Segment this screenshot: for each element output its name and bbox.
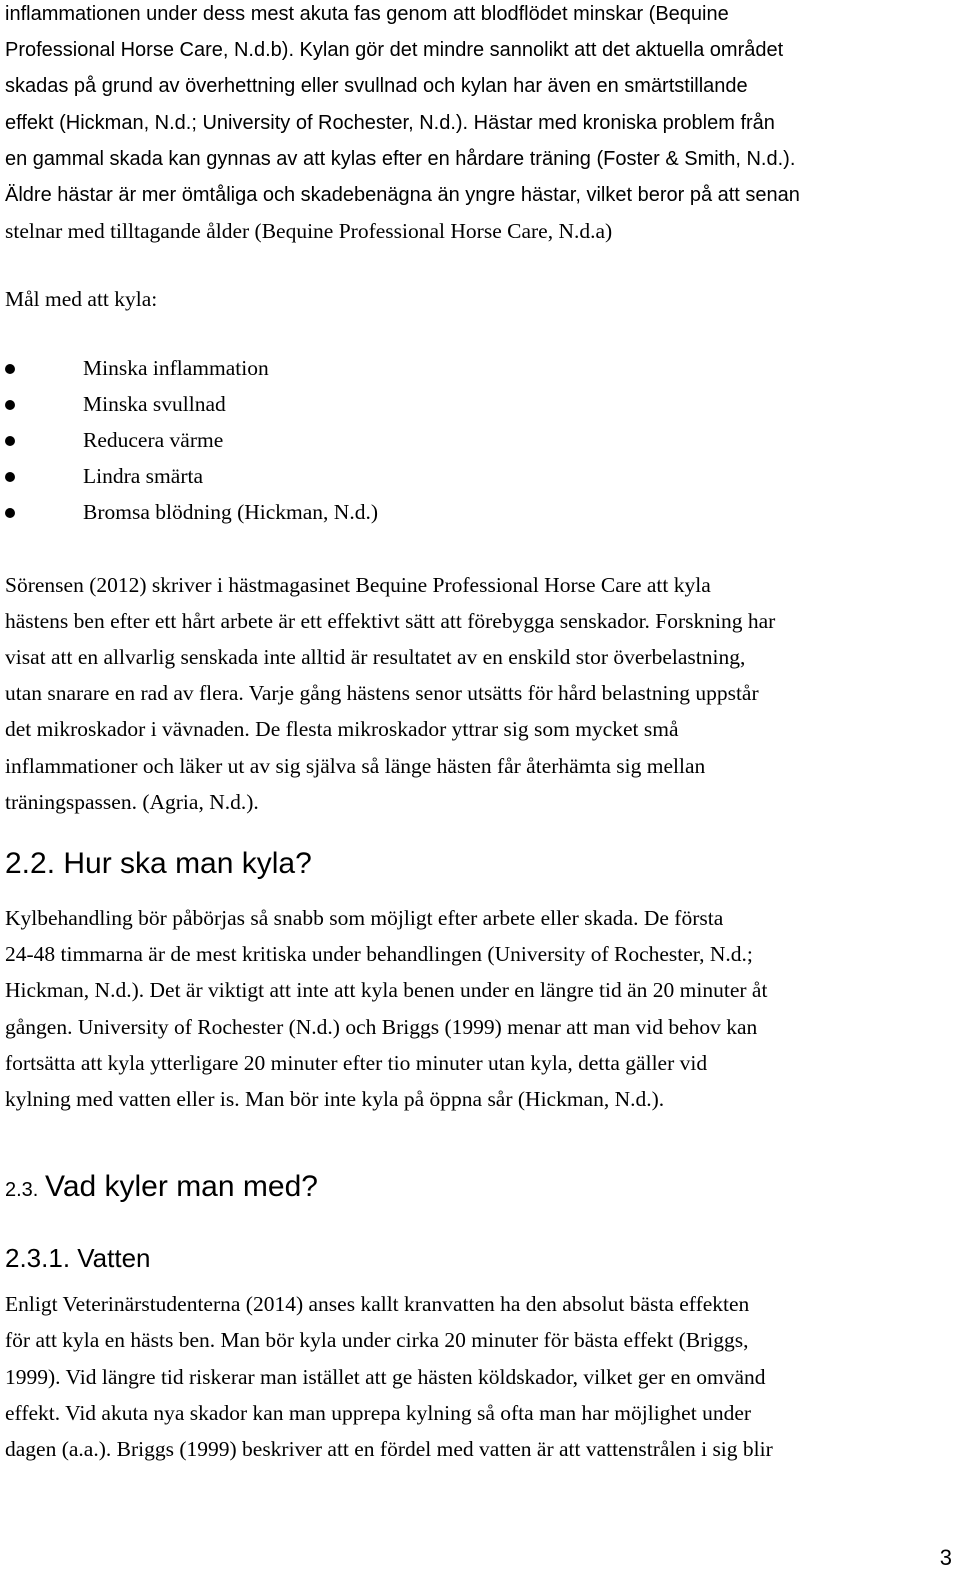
text-line: Kylbehandling bör påbörjas så snabb som möjligt efter arbete eller skada. De första — [5, 906, 724, 931]
text-line: träningspassen. (Agria, N.d.). — [5, 789, 259, 814]
text-line: 1999). Vid längre tid riskerar man istället att ge hästen köldskador, vilket ger en omvänd — [5, 1364, 766, 1389]
text-line: inflammationer och läker ut av sig själva så länge hästen får återhämta sig mellan — [5, 753, 706, 778]
text-line: för att kyla en hästs ben. Man bör kyla under cirka 20 minuter för bästa effekt (Briggs, — [5, 1328, 749, 1353]
text-line: dagen (a.a.). Briggs (1999) beskriver att en fördel med vatten är att vattenstrålen i sig blir — [5, 1437, 773, 1462]
text-line: Sörensen (2012) skriver i hästmagasinet Bequine Professional Horse Care att kyla — [5, 572, 711, 597]
intro-paragraph — [5, 0, 955, 249]
text-line: fortsätta att kyla ytterligare 20 minuter efter tio minuter utan kyla, detta gäller vid — [5, 1050, 708, 1075]
text-line: det mikroskador i vävnaden. De flesta mikroskador yttrar sig som mycket små — [5, 717, 679, 742]
section-2-3-1-paragraph — [5, 1286, 955, 1467]
list-item — [5, 422, 955, 458]
section-heading-2-3-1: 2.3.1. Vatten — [5, 1243, 151, 1274]
text-line: skadas på grund av överhettning eller svullnad och kylan har även en smärtstillande — [5, 75, 748, 98]
text-line: gången. University of Rochester (N.d.) och Briggs (1999) menar att man vid behov kan — [5, 1014, 758, 1039]
text-line: Hickman, N.d.). Det är viktigt att inte att kyla benen under en längre tid än 20 minuter åt — [5, 978, 768, 1003]
section-title: Vad kyler man med? — [45, 1170, 318, 1204]
bullet-icon — [5, 436, 15, 446]
text-line: en gammal skada kan gynnas av att kylas efter en hårdare träning (Foster & Smith, N.d.). — [5, 147, 796, 170]
text-line: Enligt Veterinärstudenterna (2014) anses kallt kranvatten ha den absolut bästa effekten — [5, 1292, 750, 1317]
list-item-text: Lindra smärta — [83, 464, 203, 489]
section-heading-2-2: 2.2. Hur ska man kyla? — [5, 847, 312, 881]
section-heading-2-3 — [5, 1167, 955, 1210]
section-number: 2.3. — [5, 1179, 39, 1202]
bullet-icon — [5, 364, 15, 374]
bullet-icon — [5, 472, 15, 482]
list-item-text: Minska svullnad — [83, 391, 226, 416]
goals-list — [5, 350, 955, 531]
text-line: Äldre hästar är mer ömtåliga och skadebenägna än yngre hästar, vilket beror på att senan — [5, 184, 800, 207]
list-item-text: Bromsa blödning (Hickman, N.d.) — [83, 500, 378, 525]
document-page — [5, 0, 955, 1467]
bullet-icon — [5, 508, 15, 518]
text-line: visat att en allvarlig senskada inte alltid är resultatet av en enskild stor överbelastning, — [5, 645, 746, 670]
text-line: Professional Horse Care, N.d.b). Kylan gör det mindre sannolikt att det aktuella området — [5, 39, 784, 62]
text-line: effekt (Hickman, N.d.; University of Rochester, N.d.). Hästar med kroniska problem från — [5, 111, 775, 134]
goals-label: Mål med att kyla: — [5, 287, 158, 312]
text-line: kylning med vatten eller is. Man bör inte kyla på öppna sår (Hickman, N.d.). — [5, 1087, 665, 1112]
page-number: 3 — [939, 1545, 952, 1570]
sorensen-paragraph — [5, 567, 955, 820]
list-item — [5, 458, 955, 494]
section-2-2-paragraph — [5, 900, 955, 1117]
list-item — [5, 494, 955, 530]
list-item-text: Reducera värme — [83, 428, 224, 453]
list-item — [5, 350, 955, 386]
text-line: effekt. Vid akuta nya skador kan man upprepa kylning så ofta man har möjlighet under — [5, 1400, 752, 1425]
text-line: utan snarare en rad av flera. Varje gång hästens senor utsätts för hård belastning uppstår — [5, 681, 759, 706]
list-item-text: Minska inflammation — [83, 355, 269, 380]
text-line: stelnar med tilltagande ålder (Bequine Professional Horse Care, N.d.a) — [5, 219, 613, 244]
bullet-icon — [5, 400, 15, 410]
text-line: 24-48 timmarna är de mest kritiska under behandlingen (University of Rochester, N.d.; — [5, 942, 753, 967]
text-line: hästens ben efter ett hårt arbete är ett effektivt sätt att förebygga senskador. Forskning har — [5, 608, 776, 633]
text-line: inflammationen under dess mest akuta fas genom att blodflödet minskar (Bequine — [5, 3, 729, 25]
list-item — [5, 386, 955, 422]
